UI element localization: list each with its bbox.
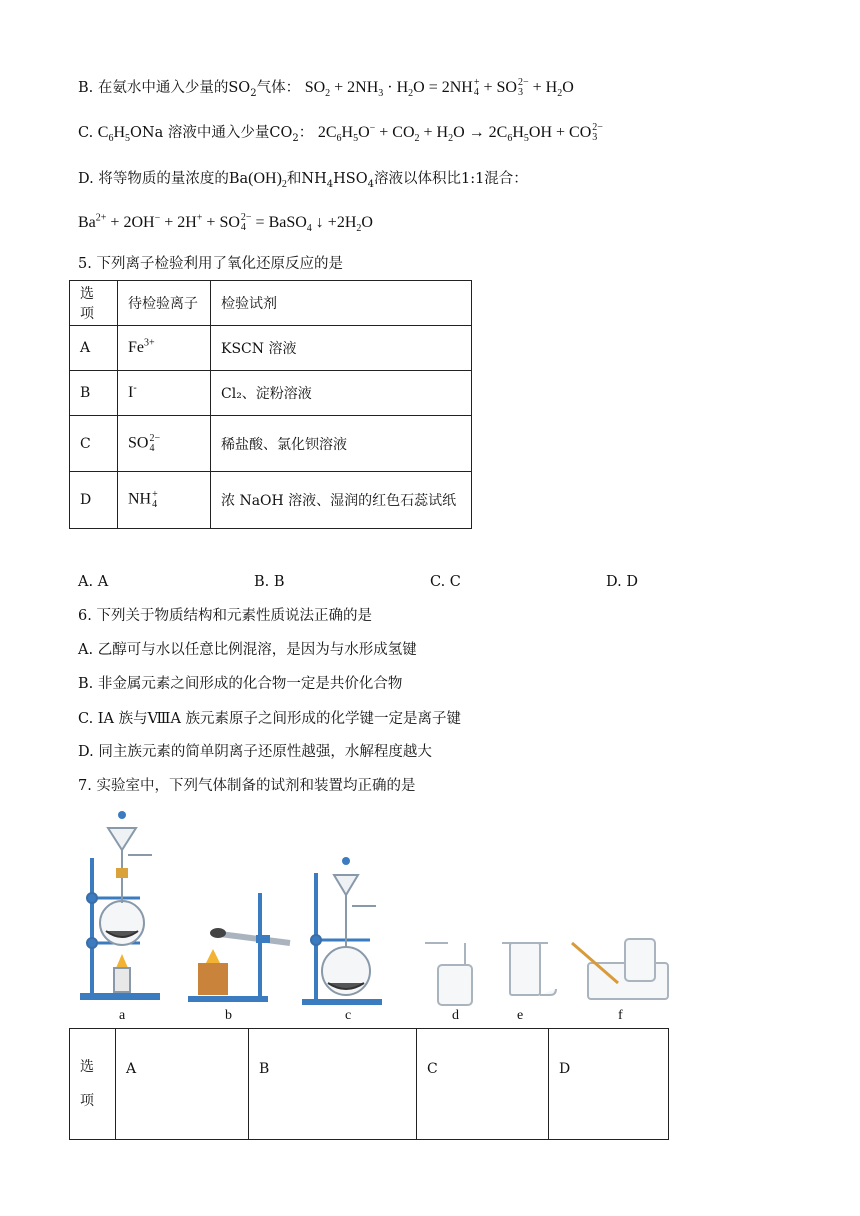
q7-table: [69, 1028, 669, 1140]
q5-row-b-option: B: [70, 371, 118, 416]
fig-label-e: e: [517, 1008, 524, 1023]
q5-row-c-option: C: [70, 416, 118, 472]
q7-stem: 7. 实验室中，下列气体制备的试剂和装置均正确的是: [78, 778, 416, 794]
q5-table: [69, 280, 472, 529]
q5-row-b-reagent: Cl₂、淀粉溶液: [211, 371, 472, 416]
q4-b-equation: $SO_2 + 2NH_3 \cdot H_2O = 2NH$ + 4 + SO 2− 3 + $H_2O$: [304, 77, 574, 100]
q4-option-d: D. 将等物质的量浓度的$Ba(OH)_2$和$NH_4HSO_4$溶液以体积比1:1混合：: [78, 170, 528, 191]
q7-col-c: C: [417, 1029, 549, 1140]
q5-choice-a: A. A: [78, 574, 109, 590]
q6-option-a: A. 乙醇可与水以任意比例混溶，是因为与水形成氢键: [78, 642, 417, 658]
q5-row-a-reagent: KSCN 溶液: [211, 326, 472, 371]
q4-d-equation: $Ba^{2+} + 2OH^- + 2H^+$ + SO 2− 4 = BaSO$_4$ ↓ $+2H_2O$: [78, 212, 373, 235]
q5-row-c-ion: SO 2− 4: [118, 416, 211, 472]
q5-row-b-ion: I-: [118, 371, 211, 416]
q5-row-a-option: A: [70, 326, 118, 371]
fig-label-a: a: [119, 1008, 126, 1023]
fig-label-d: d: [452, 1008, 459, 1023]
apparatus-c: [302, 857, 382, 1005]
q7-col-b: B: [249, 1029, 417, 1140]
fig-label-c: c: [345, 1008, 352, 1023]
apparatus-figure: [70, 803, 680, 1025]
q6-option-b: B. 非金属元素之间形成的化合物一定是共价化合物: [78, 676, 403, 692]
q7-col-a: A: [116, 1029, 249, 1140]
q4-option-c: C. $C_6H_5ONa$ 溶液中通入少量$CO_2$： $2C_6H_5O^- + CO_2 + H_2O \to 2C_6H_5OH$ + CO 2− 3: [78, 122, 603, 145]
q5-row-d-option: D: [70, 472, 118, 529]
q7-col-d: D: [549, 1029, 669, 1140]
q6-option-d: D. 同主族元素的简单阴离子还原性越强，水解程度越大: [78, 744, 432, 760]
q5-header-option: 选项: [70, 281, 118, 326]
q5-row-a-ion: $Fe^{3+}$: [118, 326, 211, 371]
apparatus-f: [572, 939, 668, 999]
q5-row-d-ion: NH + 4: [118, 472, 211, 529]
apparatus-a: [80, 811, 160, 1000]
fig-label-f: f: [618, 1008, 623, 1023]
q6-stem: 6. 下列关于物质结构和元素性质说法正确的是: [78, 608, 372, 624]
apparatus-d: [425, 943, 472, 1005]
q4-c-equation: $2C_6H_5O^- + CO_2 + H_2O \to 2C_6H_5OH$ + CO 2− 3: [317, 122, 603, 145]
q5-row-c-reagent: 稀盐酸、氯化钡溶液: [211, 416, 472, 472]
fig-label-b: b: [225, 1008, 232, 1023]
q7-header-option: 选 项: [70, 1029, 116, 1140]
q4-b-text: B. 在氨水中通入少量的$SO_2$气体：: [78, 80, 301, 99]
q5-header-ion: 待检验离子: [118, 281, 211, 326]
q5-stem: 5. 下列离子检验利用了氧化还原反应的是: [78, 256, 343, 272]
q6-option-c: C. ⅠA 族与ⅧA 族元素原子之间形成的化学键一定是离子键: [78, 711, 462, 727]
apparatus-e: [502, 943, 556, 995]
q4-option-b: [78, 78, 574, 98]
q5-choice-b: B. B: [254, 574, 285, 590]
apparatus-b: [188, 893, 290, 1002]
q5-row-d-reagent: 浓 NaOH 溶液、湿润的红色石蕊试纸: [211, 472, 472, 529]
q5-choice-c: C. C: [430, 574, 461, 590]
q5-header-reagent: 检验试剂: [211, 281, 472, 326]
q5-choice-d: D. D: [606, 574, 638, 590]
